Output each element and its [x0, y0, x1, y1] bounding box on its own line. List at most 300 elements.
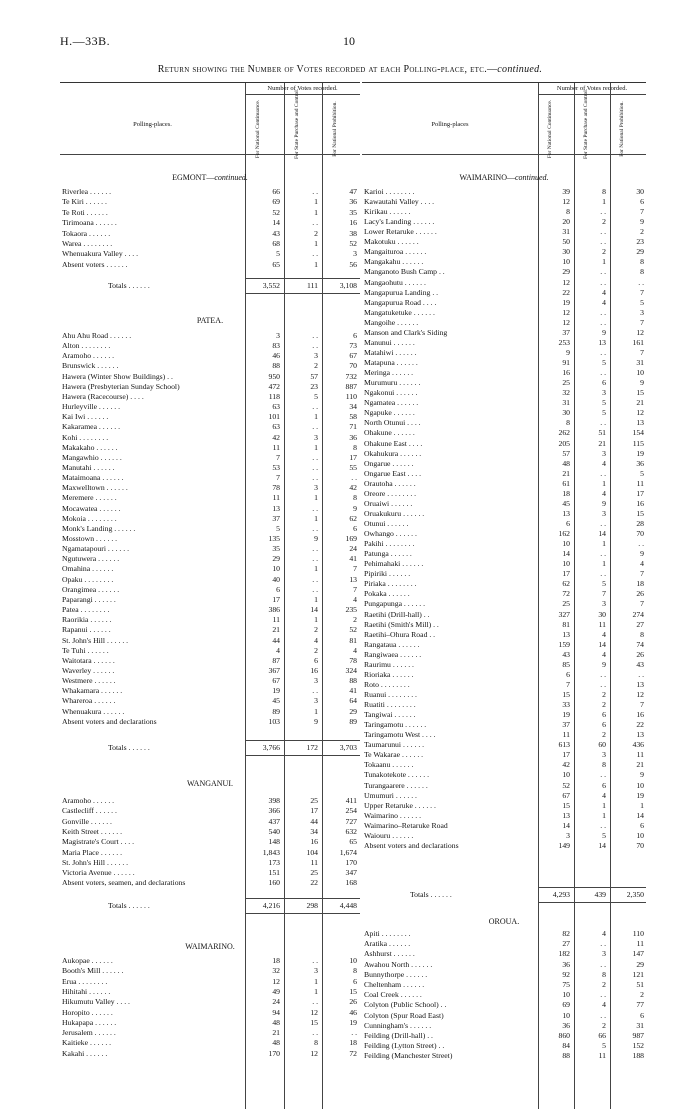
votes-continuance: 160: [268, 878, 280, 888]
table-row: [60, 956, 360, 966]
polling-place-name: Mangaituroa . . . . . .: [364, 247, 427, 257]
total-state-purchase: 439: [594, 890, 606, 899]
polling-place-name: Mangatuketuke . . . . . .: [364, 307, 435, 317]
totals-row: [60, 281, 360, 291]
votes-continuance: 37: [562, 327, 570, 337]
votes-prohibition: 67: [349, 351, 357, 361]
polling-place-name: Ruatiti . . . . . . . .: [364, 700, 416, 710]
votes-prohibition: 11: [636, 478, 644, 488]
col-national-prohibition-right: For National Prohibition.: [619, 101, 625, 157]
title-text: Return showing the Number of Votes recorded at each Polling-place, etc.—: [157, 64, 498, 75]
votes-state-purchase: 5: [602, 408, 606, 418]
table-row: [362, 1000, 646, 1010]
table-row: [60, 249, 360, 259]
votes-state-purchase: 25: [310, 796, 318, 805]
table-row: [60, 208, 360, 218]
polling-place-name: Hihitahi . . . . . .: [62, 986, 111, 996]
votes-prohibition: 121: [632, 969, 644, 979]
table-row: [60, 331, 360, 341]
votes-state-purchase: . .: [600, 267, 606, 277]
votes-continuance: 860: [558, 1031, 570, 1040]
section-name: WANGANUI.: [187, 779, 233, 788]
votes-state-purchase: . .: [312, 554, 318, 564]
votes-prohibition: 16: [636, 498, 644, 508]
votes-continuance: 31: [562, 398, 570, 408]
votes-prohibition: 51: [636, 980, 644, 989]
votes-continuance: 63: [272, 402, 280, 412]
votes-prohibition: 13: [349, 574, 357, 584]
votes-prohibition: 38: [349, 228, 357, 238]
votes-prohibition: . .: [638, 277, 644, 287]
votes-state-purchase: . .: [600, 549, 606, 559]
section-continued: continued.: [214, 173, 248, 182]
votes-prohibition: 8: [353, 966, 357, 976]
votes-prohibition: 235: [345, 605, 357, 615]
totals-rule: [246, 278, 360, 279]
votes-continuance: 17: [562, 750, 570, 760]
votes-state-purchase: 1: [314, 442, 318, 452]
votes-state-purchase: 3: [602, 750, 606, 760]
table-row: [60, 966, 360, 976]
votes-state-purchase: . .: [600, 317, 606, 327]
table-row: [60, 372, 360, 382]
votes-continuance: 92: [562, 969, 570, 979]
table-row: [362, 760, 646, 770]
polling-place-name: Te Tuhi . . . . . .: [62, 645, 109, 655]
polling-place-name: Manutahi . . . . . .: [62, 462, 115, 472]
votes-state-purchase: . .: [600, 1010, 606, 1020]
table-row: [60, 239, 360, 249]
table-row: [60, 493, 360, 503]
polling-place-name: Roto . . . . . . . .: [364, 679, 410, 689]
votes-continuance: 30: [562, 247, 570, 257]
votes-state-purchase: 2: [314, 625, 318, 635]
votes-state-purchase: 2: [314, 361, 318, 371]
table-row: [60, 997, 360, 1007]
votes-continuance: 78: [272, 483, 280, 493]
votes-state-purchase: . .: [600, 468, 606, 478]
votes-prohibition: 987: [632, 1031, 644, 1040]
polling-place-name: Feilding (Manchester Street): [364, 1051, 453, 1061]
votes-state-purchase: 2: [602, 690, 606, 699]
votes-state-purchase: 3: [314, 351, 318, 361]
table-title: [0, 64, 700, 75]
total-continuance: 3,766: [262, 743, 280, 752]
votes-state-purchase: . .: [600, 939, 606, 949]
votes-state-purchase: 1: [602, 197, 606, 207]
votes-prohibition: 10: [636, 780, 644, 790]
polling-place-name: Hurleyville . . . . . .: [62, 402, 121, 412]
votes-continuance: 29: [562, 267, 570, 277]
section-name: EGMONT—: [172, 173, 215, 182]
polling-place-name: Waitotara . . . . . .: [62, 655, 115, 665]
votes-continuance: 472: [268, 381, 280, 391]
polling-place-name: Kai Iwi . . . . . .: [62, 412, 109, 422]
votes-continuance: 10: [562, 559, 570, 569]
votes-state-purchase: 1: [314, 207, 318, 217]
votes-continuance: 53: [272, 462, 280, 472]
table-row: [362, 610, 646, 620]
votes-continuance: 19: [562, 710, 570, 720]
polling-place-name: Kirikau . . . . . .: [364, 207, 411, 217]
votes-prohibition: 29: [636, 247, 644, 257]
votes-prohibition: 7: [640, 317, 644, 327]
votes-state-purchase: . .: [312, 523, 318, 533]
votes-state-purchase: 1: [602, 257, 606, 267]
votes-prohibition: 18: [636, 579, 644, 589]
total-state-purchase: 111: [307, 281, 318, 290]
votes-prohibition: 9: [640, 217, 644, 227]
votes-continuance: 91: [562, 358, 570, 368]
votes-prohibition: 727: [345, 816, 357, 826]
votes-state-purchase: 6: [314, 655, 318, 665]
table-row: [362, 217, 646, 227]
votes-state-purchase: 5: [602, 398, 606, 408]
table-row: [362, 841, 646, 851]
votes-state-purchase: . .: [312, 462, 318, 472]
table-row: [362, 197, 646, 207]
votes-prohibition: 6: [353, 523, 357, 533]
votes-prohibition: 17: [636, 488, 644, 498]
table-row: [60, 463, 360, 473]
votes-state-purchase: 3: [602, 388, 606, 398]
votes-prohibition: 89: [349, 716, 357, 726]
table-row: [362, 549, 646, 559]
votes-state-purchase: 9: [602, 498, 606, 508]
votes-continuance: 52: [562, 780, 570, 790]
polling-place-name: Horopito . . . . . .: [62, 1007, 113, 1017]
polling-place-name: Absent voters . . . . . .: [62, 259, 128, 269]
votes-state-purchase: 9: [602, 659, 606, 669]
table-row: [60, 646, 360, 656]
table-row: [60, 837, 360, 847]
votes-state-purchase: 4: [602, 488, 606, 498]
votes-continuance: 35: [272, 544, 280, 554]
table-row: [60, 987, 360, 997]
votes-continuance: 170: [268, 1048, 280, 1058]
votes-continuance: 253: [558, 337, 570, 347]
votes-prohibition: 7: [640, 207, 644, 217]
votes-state-purchase: . .: [600, 569, 606, 579]
polling-place-name: St. John's Hill . . . . . .: [62, 857, 129, 867]
votes-state-purchase: . .: [600, 679, 606, 689]
table-row: [60, 229, 360, 239]
table-row: [60, 187, 360, 197]
votes-continuance: 72: [562, 589, 570, 599]
votes-state-purchase: 3: [314, 483, 318, 493]
votes-prohibition: 26: [349, 997, 357, 1007]
votes-state-purchase: . .: [312, 997, 318, 1007]
votes-state-purchase: 21: [598, 438, 606, 448]
votes-state-purchase: 66: [598, 1031, 606, 1040]
table-row: [60, 422, 360, 432]
votes-prohibition: 47: [349, 187, 357, 196]
polling-place-name: Mangoihe . . . . . .: [364, 317, 419, 327]
votes-continuance: 29: [272, 554, 280, 564]
votes-continuance: 87: [272, 655, 280, 665]
polling-place-name: Absent voters and declarations: [364, 840, 459, 850]
votes-state-purchase: 15: [310, 1017, 318, 1027]
votes-continuance: 43: [562, 649, 570, 659]
votes-prohibition: 30: [636, 187, 644, 196]
votes-state-purchase: 1: [314, 706, 318, 716]
table-row: [60, 848, 360, 858]
votes-state-purchase: 3: [314, 432, 318, 442]
table-row: [60, 402, 360, 412]
votes-prohibition: 7: [640, 347, 644, 357]
votes-prohibition: 10: [636, 830, 644, 840]
votes-continuance: 89: [272, 706, 280, 716]
votes-continuance: 7: [276, 473, 280, 483]
table-row: [60, 361, 360, 371]
table-row: [362, 781, 646, 791]
votes-prohibition: 62: [349, 513, 357, 523]
votes-state-purchase: 16: [310, 665, 318, 675]
col-state-purchase-right: For State Purchase and Control.: [583, 88, 589, 159]
table-row: [60, 1018, 360, 1028]
polling-place-name: Raetihi–Ohura Road . .: [364, 629, 436, 639]
votes-continuance: 15: [562, 690, 570, 699]
votes-prohibition: 21: [636, 398, 644, 408]
votes-prohibition: 41: [349, 686, 357, 696]
votes-state-purchase: 8: [314, 1038, 318, 1048]
votes-continuance: 37: [562, 720, 570, 730]
polling-place-name: Whareroa . . . . . .: [62, 696, 116, 706]
votes-continuance: 40: [272, 574, 280, 584]
polling-place-name: Jerusalem . . . . . .: [62, 1028, 116, 1038]
votes-prohibition: 170: [345, 857, 357, 867]
votes-group-header: Number of Votes recorded.: [267, 85, 338, 92]
table-row: [362, 821, 646, 831]
polling-place-name: Taumarunui . . . . . .: [364, 740, 425, 750]
votes-continuance: 69: [272, 197, 280, 207]
votes-continuance: 42: [562, 760, 570, 770]
polling-place-name: Lacy's Landing . . . . . .: [364, 217, 435, 227]
votes-prohibition: 27: [636, 619, 644, 629]
table-row: [362, 980, 646, 990]
polling-place-name: Bunnythorpe . . . . . .: [364, 969, 428, 979]
polling-place-name: Taringamotu . . . . . .: [364, 720, 427, 730]
polling-place-name: Okahukura . . . . . .: [364, 448, 422, 458]
table-row: [362, 428, 646, 438]
polling-place-name: Mangakahu . . . . . .: [364, 257, 424, 267]
votes-continuance: 17: [272, 594, 280, 604]
votes-continuance: 437: [268, 816, 280, 826]
votes-continuance: 65: [272, 259, 280, 269]
votes-state-purchase: 1: [314, 493, 318, 503]
polling-places-header-right: Polling-places: [431, 121, 469, 128]
polling-place-name: Pokaka . . . . . .: [364, 589, 410, 599]
votes-prohibition: 65: [349, 837, 357, 847]
votes-prohibition: 9: [640, 378, 644, 388]
votes-prohibition: 81: [349, 635, 357, 645]
polling-place-name: Castlecliff . . . . . .: [62, 806, 117, 816]
votes-prohibition: 8: [640, 267, 644, 277]
votes-continuance: 10: [562, 1010, 570, 1020]
table-row: [362, 939, 646, 949]
table-row: [362, 247, 646, 257]
table-row: [60, 676, 360, 686]
votes-continuance: 45: [272, 696, 280, 706]
votes-prohibition: 6: [640, 1010, 644, 1020]
votes-prohibition: 1: [640, 800, 644, 810]
votes-state-purchase: 9: [314, 534, 318, 543]
votes-prohibition: 732: [345, 371, 357, 381]
polling-place-name: Ongarue East . . . .: [364, 468, 421, 478]
votes-prohibition: 2: [640, 227, 644, 237]
votes-state-purchase: . .: [312, 956, 318, 965]
votes-prohibition: 29: [349, 706, 357, 716]
votes-prohibition: . .: [638, 539, 644, 549]
votes-continuance: 10: [272, 564, 280, 574]
table-row: [362, 1031, 646, 1041]
votes-state-purchase: 6: [602, 720, 606, 730]
polling-place-name: Tangiwai . . . . . .: [364, 710, 416, 720]
votes-state-purchase: 6: [602, 780, 606, 790]
table-row: [362, 278, 646, 288]
table-row: [362, 640, 646, 650]
votes-continuance: 25: [562, 378, 570, 388]
votes-continuance: 12: [562, 307, 570, 317]
votes-state-purchase: 6: [602, 378, 606, 388]
votes-continuance: 9: [566, 347, 570, 357]
votes-prohibition: 7: [640, 287, 644, 297]
votes-prohibition: 147: [632, 949, 644, 959]
votes-prohibition: 12: [636, 327, 644, 337]
polling-place-name: Mataimoana . . . . . .: [62, 473, 124, 483]
votes-prohibition: 6: [640, 197, 644, 207]
polling-place-name: Waimarino–Retaruke Road: [364, 820, 448, 830]
polling-places-header: Polling-places.: [133, 121, 172, 128]
votes-continuance: 82: [562, 929, 570, 938]
polling-place-name: Taringamotu West . . . .: [364, 730, 436, 740]
votes-continuance: 43: [272, 228, 280, 238]
votes-state-purchase: 1: [602, 810, 606, 820]
table-row: [60, 341, 360, 351]
votes-prohibition: 34: [349, 402, 357, 412]
votes-state-purchase: 44: [310, 816, 318, 826]
votes-prohibition: 5: [640, 468, 644, 478]
polling-place-name: Booth's Mill . . . . . .: [62, 966, 124, 976]
votes-state-purchase: 8: [602, 969, 606, 979]
votes-prohibition: . .: [638, 669, 644, 679]
table-row: [60, 707, 360, 717]
total-prohibition: 2,350: [626, 890, 644, 899]
votes-prohibition: 8: [353, 493, 357, 503]
votes-prohibition: 52: [349, 239, 357, 248]
polling-place-name: Pipiriki . . . . . .: [364, 569, 411, 579]
total-state-purchase: 298: [306, 901, 318, 910]
table-row: [362, 358, 646, 368]
votes-prohibition: 28: [636, 518, 644, 528]
votes-state-purchase: 11: [310, 857, 318, 867]
table-row: [362, 990, 646, 1000]
table-row: [362, 660, 646, 670]
table-row: [362, 539, 646, 549]
votes-state-purchase: . .: [312, 503, 318, 513]
votes-state-purchase: 3: [602, 448, 606, 458]
table-row: [362, 187, 646, 197]
votes-state-purchase: 14: [310, 605, 318, 615]
section-continued: continued.: [515, 173, 549, 182]
polling-place-name: Mangaohutu . . . . . .: [364, 277, 426, 287]
votes-prohibition: 7: [640, 599, 644, 609]
votes-continuance: 42: [272, 432, 280, 442]
votes-continuance: 81: [562, 619, 570, 629]
totals-rule: [246, 293, 360, 294]
polling-place-name: Ngamatapouri . . . . . .: [62, 544, 130, 554]
votes-state-purchase: 104: [306, 847, 318, 857]
table-row: [60, 605, 360, 615]
votes-prohibition: 8: [353, 442, 357, 452]
votes-continuance: 36: [562, 959, 570, 969]
table-row: [362, 801, 646, 811]
votes-state-purchase: . .: [600, 227, 606, 237]
polling-place-name: Te Wakarae . . . . . .: [364, 750, 424, 760]
polling-place-name: Oruaiwi . . . . . .: [364, 498, 413, 508]
votes-continuance: 31: [562, 227, 570, 237]
table-row: [362, 338, 646, 348]
votes-prohibition: 15: [636, 508, 644, 518]
votes-prohibition: 13: [636, 730, 644, 740]
votes-prohibition: 72: [349, 1048, 357, 1058]
polling-place-name: Hikumutu Valley . . . .: [62, 997, 130, 1007]
table-row: [60, 806, 360, 816]
votes-state-purchase: . .: [600, 990, 606, 1000]
votes-prohibition: 70: [636, 840, 644, 850]
votes-prohibition: 12: [636, 408, 644, 418]
votes-continuance: 173: [268, 857, 280, 867]
votes-prohibition: 11: [636, 750, 644, 760]
polling-place-name: Kawautahi Valley . . . .: [364, 197, 435, 207]
votes-state-purchase: 12: [310, 1007, 318, 1017]
polling-place-name: Hawera (Presbyterian Sunday School): [62, 381, 180, 391]
polling-place-name: Makakaho . . . . . .: [62, 442, 118, 452]
votes-prohibition: 4: [353, 645, 357, 655]
votes-state-purchase: 1: [602, 478, 606, 488]
votes-continuance: 62: [562, 579, 570, 589]
table-row: [362, 1041, 646, 1051]
polling-place-name: Whenuakura Valley . . . .: [62, 249, 139, 259]
votes-continuance: 57: [562, 448, 570, 458]
table-row: [362, 970, 646, 980]
polling-place-name: Oruakukuru . . . . . .: [364, 508, 425, 518]
table-row: [60, 433, 360, 443]
table-row: [60, 260, 360, 270]
votes-continuance: 118: [268, 391, 280, 401]
votes-state-purchase: 2: [602, 700, 606, 710]
votes-state-purchase: 11: [598, 1051, 606, 1061]
votes-continuance: 32: [562, 388, 570, 398]
polling-place-name: Cheltenham . . . . . .: [364, 980, 425, 989]
votes-continuance: 103: [268, 716, 280, 726]
table-row: [362, 680, 646, 690]
votes-state-purchase: . .: [600, 347, 606, 357]
votes-continuance: 14: [562, 820, 570, 830]
table-row: [60, 977, 360, 987]
table-row: [60, 858, 360, 868]
table-row: [362, 700, 646, 710]
votes-continuance: 1,843: [262, 847, 280, 857]
polling-place-name: Victoria Avenue . . . . . .: [62, 868, 135, 878]
polling-place-name: Tokaora . . . . . .: [62, 228, 111, 238]
table-row: [362, 388, 646, 398]
votes-continuance: 66: [272, 187, 280, 196]
polling-place-name: Maxwelltown . . . . . .: [62, 483, 128, 493]
total-continuance: 3,552: [262, 281, 280, 290]
votes-prohibition: 18: [349, 1038, 357, 1048]
votes-prohibition: 74: [636, 639, 644, 649]
